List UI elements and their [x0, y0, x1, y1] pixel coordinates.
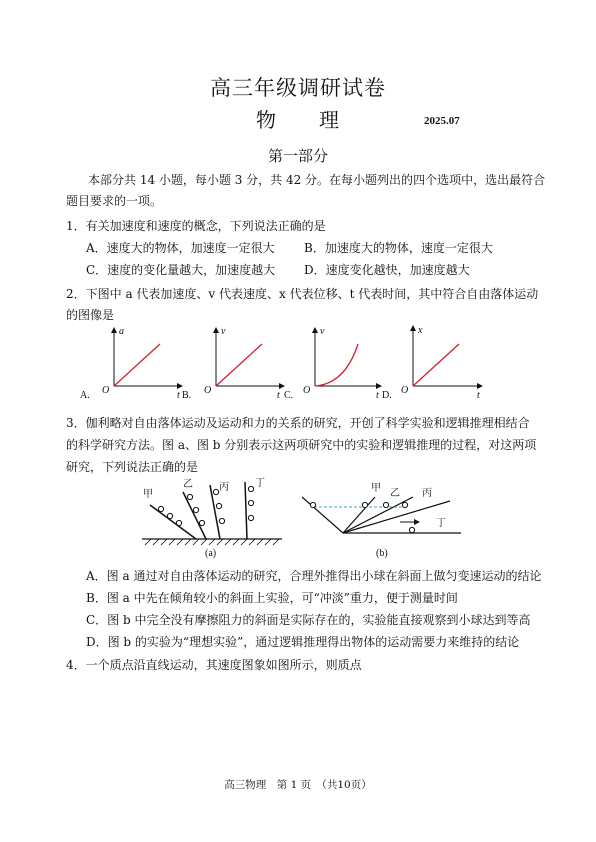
graph-b-origin: O	[204, 385, 212, 396]
q2-line-1: 2．下图中 a 代表加速度、v 代表速度、x 代表位移、t 代表时间，其中符合自由落体运动	[66, 287, 539, 301]
q1-option-b: B．加速度大的物体，速度一定很大	[304, 241, 493, 255]
figure-b-label-4: 丁	[436, 518, 446, 529]
graph-b	[182, 326, 284, 401]
figure-b-left-ramp	[302, 497, 343, 533]
graph-c	[284, 326, 381, 401]
figure-a	[142, 477, 282, 559]
graph-b-option-label-b: B.	[182, 390, 192, 401]
q1-option-c: C．速度的变化量越大，加速度越大	[86, 263, 276, 277]
figure-a-label-1: 甲	[143, 489, 153, 500]
graph-b-x-label: t	[277, 390, 280, 401]
part-heading: 第一部分	[267, 147, 328, 165]
q4-stem: 4．一个质点沿直线运动，其速度图象如图所示，则质点	[66, 658, 362, 672]
figure-b	[302, 482, 461, 559]
subject-title: 物 理	[256, 108, 340, 132]
figure-b-caption: (b)	[376, 548, 388, 559]
exam-title: 高三年级调研试卷	[210, 76, 386, 100]
graph-b-y-label: v	[221, 326, 226, 337]
graph-a-option-label: A.	[80, 390, 90, 401]
q2-line-2: 的图像是	[66, 308, 115, 322]
figure-a-label-2: 乙	[183, 479, 193, 490]
figure-a-label-3: 丙	[219, 482, 229, 493]
q1-option-a: A．速度大的物体，加速度一定很大	[86, 241, 275, 255]
graph-a-y-label: a	[119, 326, 124, 337]
page-footer: 高三物理 第 1 页 （共10页）	[224, 779, 372, 791]
graph-c-curve	[315, 344, 358, 386]
q3-line-2: 的科学研究方法。图 a、图 b 分别表示这两项研究中的实验和逻辑推理的过程，对这两项	[66, 438, 537, 452]
figure-b-label-3: 丙	[422, 488, 432, 499]
graph-a-curve	[114, 344, 160, 386]
q3-option-a: A．图 a 通过对自由落体运动的研究，合理外推得出小球在斜面上做匀变速运动的结论	[86, 569, 542, 583]
figure-b-ball-start	[310, 502, 315, 507]
graph-c-origin: O	[303, 385, 311, 396]
graph-a	[80, 326, 182, 401]
figure-b-label-2: 乙	[390, 488, 400, 499]
figure-a-caption: (a)	[205, 548, 217, 559]
graph-d-curve	[413, 344, 459, 386]
q1-option-d: D．速度变化越快，加速度越大	[304, 263, 470, 277]
figure-a-incline-1	[150, 505, 196, 539]
q1-stem: 1．有关加速度和速度的概念，下列说法正确的是	[66, 219, 326, 233]
exam-date: 2025.07	[424, 115, 460, 127]
graph-c-y-label: v	[320, 326, 325, 337]
intro-line-1: 本部分共 14 小题，每小题 3 分，共 42 分。在每小题列出的四个选项中，选出最符合	[88, 173, 546, 187]
graph-d-origin: O	[401, 385, 409, 396]
graph-c-x-label: t	[376, 390, 379, 401]
figure-a-incline-4	[245, 482, 247, 539]
graph-d-x-label: t	[477, 390, 480, 401]
intro-line-2: 题目要求的一项。	[66, 194, 163, 208]
q3-option-d: D．图 b 的实验为“理想实验”，通过逻辑推理得出物体的运动需要力来维持的结论	[86, 635, 520, 649]
q3-line-3: 研究，下列说法正确的是	[66, 460, 199, 474]
figure-b-ball-floor	[409, 527, 414, 532]
q3-option-b: B．图 a 中先在倾角较小的斜面上实验，可“冲淡”重力，便于测量时间	[86, 591, 458, 605]
figure-b-label-1: 甲	[371, 483, 381, 494]
graph-a-origin: O	[102, 385, 110, 396]
q3-line-1: 3．伽利略对自由落体运动及运动和力的关系的研究，开创了科学实验和逻辑推理相结合	[66, 416, 530, 430]
q3-option-c: C．图 b 中完全没有摩擦阻力的斜面是实际存在的，实验能直接观察到小球达到等高	[86, 613, 531, 627]
graph-d-option-label: D.	[382, 390, 392, 401]
graph-d	[382, 325, 482, 401]
graph-a-x-label: t	[177, 390, 180, 401]
graph-c-option-label: C.	[284, 390, 294, 401]
graph-b-curve	[216, 344, 262, 386]
graph-d-y-label: x	[418, 325, 423, 336]
figure-a-label-4: 丁	[255, 478, 265, 489]
